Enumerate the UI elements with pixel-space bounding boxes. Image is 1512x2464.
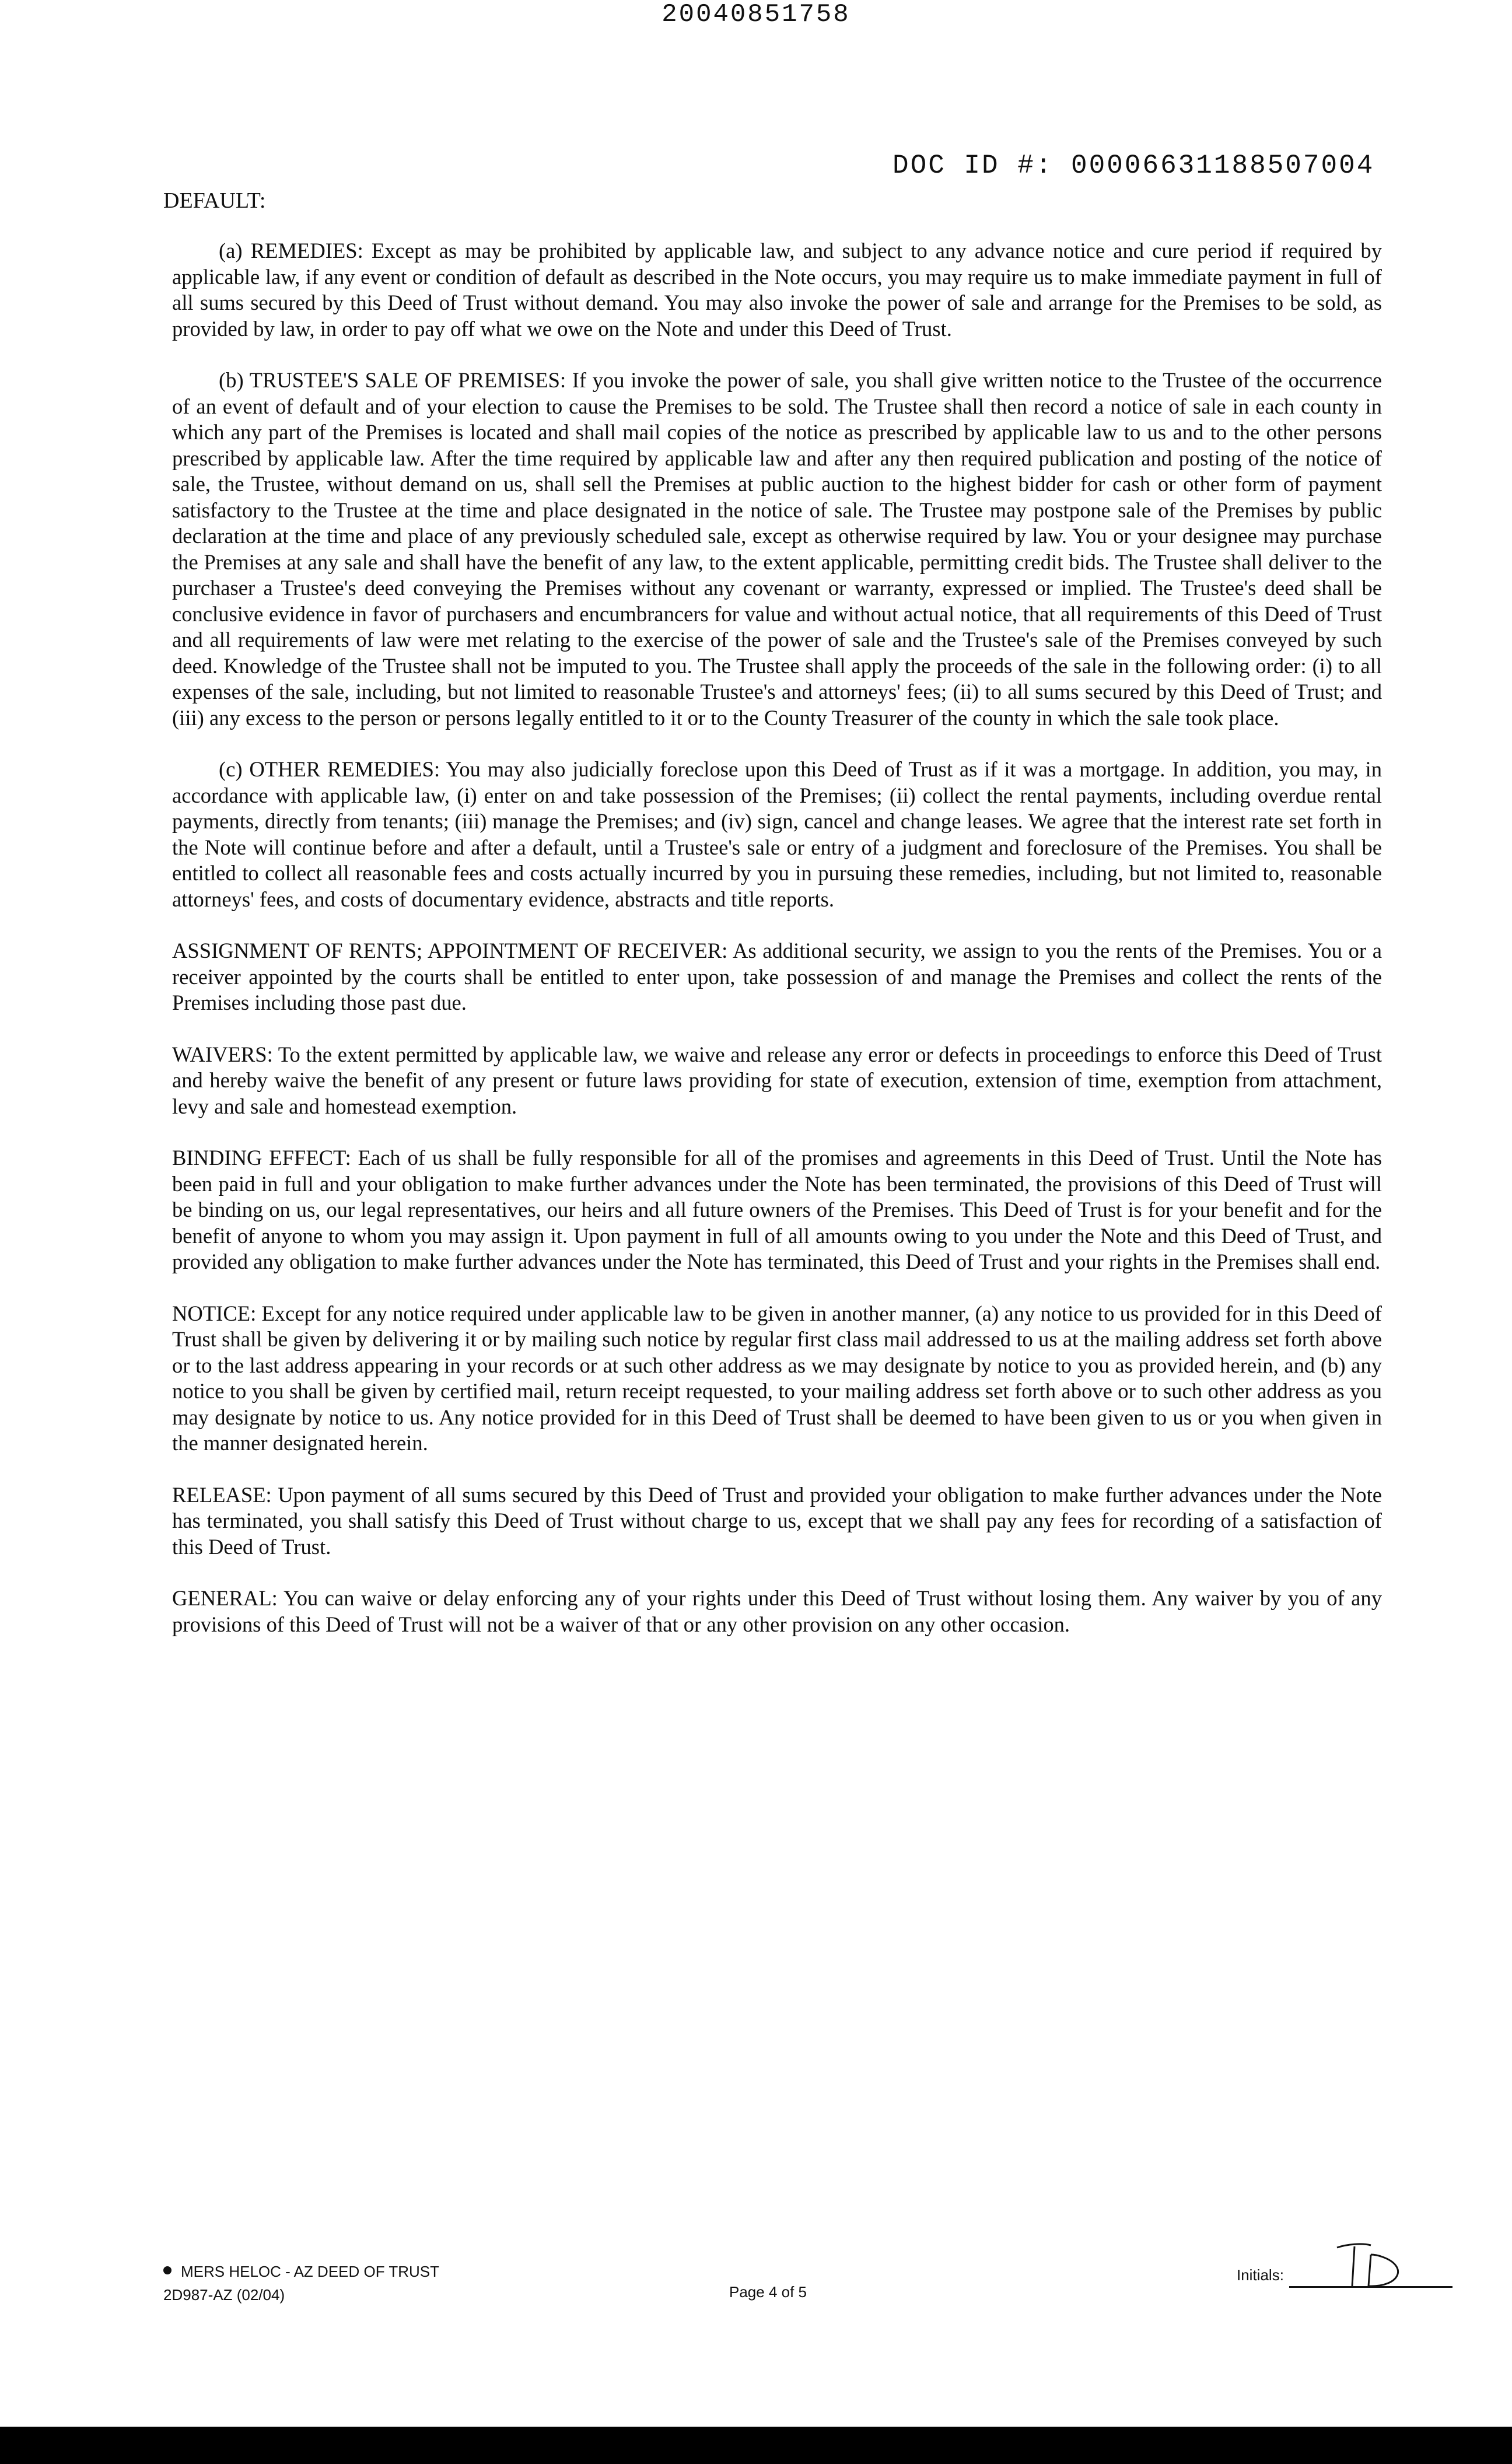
paragraph-trustee-sale: (b) TRUSTEE'S SALE OF PREMISES: If you invoke the power of sale, you shall give written notice to the Trustee of the occurrence of an event of default and of your election to cause the Premises to be sold. The Trustee shall then record a notice of sale in each county in which any part of the Premises is located and shall mail copies of the notice as prescribed by applicable law to us and to the other persons prescribed by applicable law. After the time required by applicable law and after any then required publication and posting of the notice of sale, the Trustee, without demand on us, shall sell the Premises at public auction to the highest bidder for cash or other form of payment satisfactory to the Trustee at the time and place designated in the notice of sale. The Trustee may postpone sale of the Premises by public declaration at the time and place of any previously scheduled sale, except as otherwise required by law. You or your designee may purchase the Premises at any sale and shall have the benefit of any law, to the extent applicable, permitting credit bids. The Trustee shall deliver to the purchaser a Trustee's deed conveying the Premises without any covenant or warranty, expressed or implied. The Trustee's deed shall be conclusive evidence in favor of purchasers and encumbrancers for value and without actual notice, that all requirements of this Deed of Trust and all requirements of law were met relating to the exercise of the power of sale and the Trustee's sale of the Premises conveyed by such deed. Knowledge of the Trustee shall not be imputed to you. The Trustee shall apply the proceeds of the sale in the following order: (i) to all expenses of the sale, including, but not limited to reasonable Trustee's and attorneys' fees; (ii) to all sums secured by this Deed of Trust; and (iii) any excess to the person or persons legally entitled to it or to the County Treasurer of the county in which the sale took place. (172, 368, 1382, 730)
paragraph-binding-effect: BINDING EFFECT: Each of us shall be fully responsible for all of the promises and agreements in this Deed of Trust. Until the Note has been paid in full and your obligation to make further advances under the Note has been terminated, the provisions of this Deed of Trust will be binding on us, our legal representatives, our heirs and all future owners of the Premises. This Deed of Trust is for your benefit and for the benefit of anyone to whom you may assign it. Upon payment in full of all amounts owing to you under the Note and this Deed of Trust, and provided any obligation to make further advances under the Note has terminated, this Deed of Trust and your rights in the Premises shall end. (172, 1146, 1382, 1273)
recording-number: 20040851758 (662, 0, 850, 29)
scan-border (0, 2427, 1512, 2464)
paragraph-general: GENERAL: You can waive or delay enforcing any of your rights under this Deed of Trust without losing them. Any waiver by you of any provisions of this Deed of Trust will not be a waiver of that or any other provision on any other occasion. (172, 1586, 1382, 1636)
paragraph-assignment-of-rents: ASSIGNMENT OF RENTS; APPOINTMENT OF RECEIVER: As additional security, we assign to you the rents of the Premises. You or a receiver appointed by the courts shall be entitled to enter upon, take possession of and manage the Premises and collect the rents of the Premises including those past due. (172, 939, 1382, 1014)
footer-form-info (163, 2260, 439, 2306)
bullet-icon (163, 2266, 172, 2274)
section-heading-default: DEFAULT: (163, 188, 266, 213)
initials-label: Initials: (1237, 2266, 1284, 2284)
paragraph-other-remedies: (c) OTHER REMEDIES: You may also judicially foreclose upon this Deed of Trust as if it was a mortgage. In addition, you may, in accordance with applicable law, (i) enter on and take possession of the Premises; (ii) collect the rental payments, including overdue rental payments, directly from tenants; (iii) manage the Premises; and (iv) sign, cancel and change leases. We agree that the interest rate set forth in the Note will continue before and after a default, until a Trustee's sale or entry of a judgment and foreclosure of the Premises. You shall be entitled to collect all reasonable fees and costs actually incurred by you in pursuing these remedies, including, but not limited to, reasonable attorneys' fees, and costs of documentary evidence, abstracts and title reports. (172, 757, 1382, 911)
paragraph-notice: NOTICE: Except for any notice required under applicable law to be given in another manner, (a) any notice to us provided for in this Deed of Trust shall be given by delivering it or by mailing such notice by regular first class mail addressed to us at the mailing address set forth above or to the last address appearing in your records or at such other address as we may designate by notice to you as provided herein, and (b) any notice to you shall be given by certified mail, return receipt requested, to your mailing address set forth above or to such other address as you may designate by notice to us. Any notice provided for in this Deed of Trust shall be deemed to have been given to us or you when given in the manner designated herein. (172, 1301, 1382, 1455)
form-code: 2D987-AZ (02/04) (163, 2286, 285, 2304)
paragraph-remedies: (a) REMEDIES: Except as may be prohibited by applicable law, and subject to any advance notice and cure period if required by applicable law, if any event or condition of default as described in the Note occurs, you may require us to make immediate payment in full of all sums secured by this Deed of Trust without demand. You may also invoke the power of sale and arrange for the Premises to be sold, as provided by law, in order to pay off what we owe on the Note and under this Deed of Trust. (172, 239, 1382, 341)
page-number: Page 4 of 5 (729, 2283, 807, 2301)
form-title-line (163, 2260, 439, 2283)
doc-id: DOC ID #: 00006631188507004 (892, 150, 1375, 181)
paragraph-release: RELEASE: Upon payment of all sums secured by this Deed of Trust and provided your obligation to make further advances under the Note has terminated, you shall satisfy this Deed of Trust without charge to us, except that we shall pay any fees for recording of a satisfaction of this Deed of Trust. (172, 1482, 1382, 1559)
paragraph-waivers: WAIVERS: To the extent permitted by applicable law, we waive and release any error or defects in proceedings to enforce this Deed of Trust and hereby waive the benefit of any present or future laws providing for state of execution, extension of time, exemption from attachment, levy and sale and homestead exemption. (172, 1042, 1382, 1118)
initials-line (1289, 2286, 1452, 2288)
form-title: MERS HELOC - AZ DEED OF TRUST (181, 2263, 440, 2280)
initials-signature-icon (1283, 2237, 1447, 2290)
document-body (172, 238, 1382, 1663)
